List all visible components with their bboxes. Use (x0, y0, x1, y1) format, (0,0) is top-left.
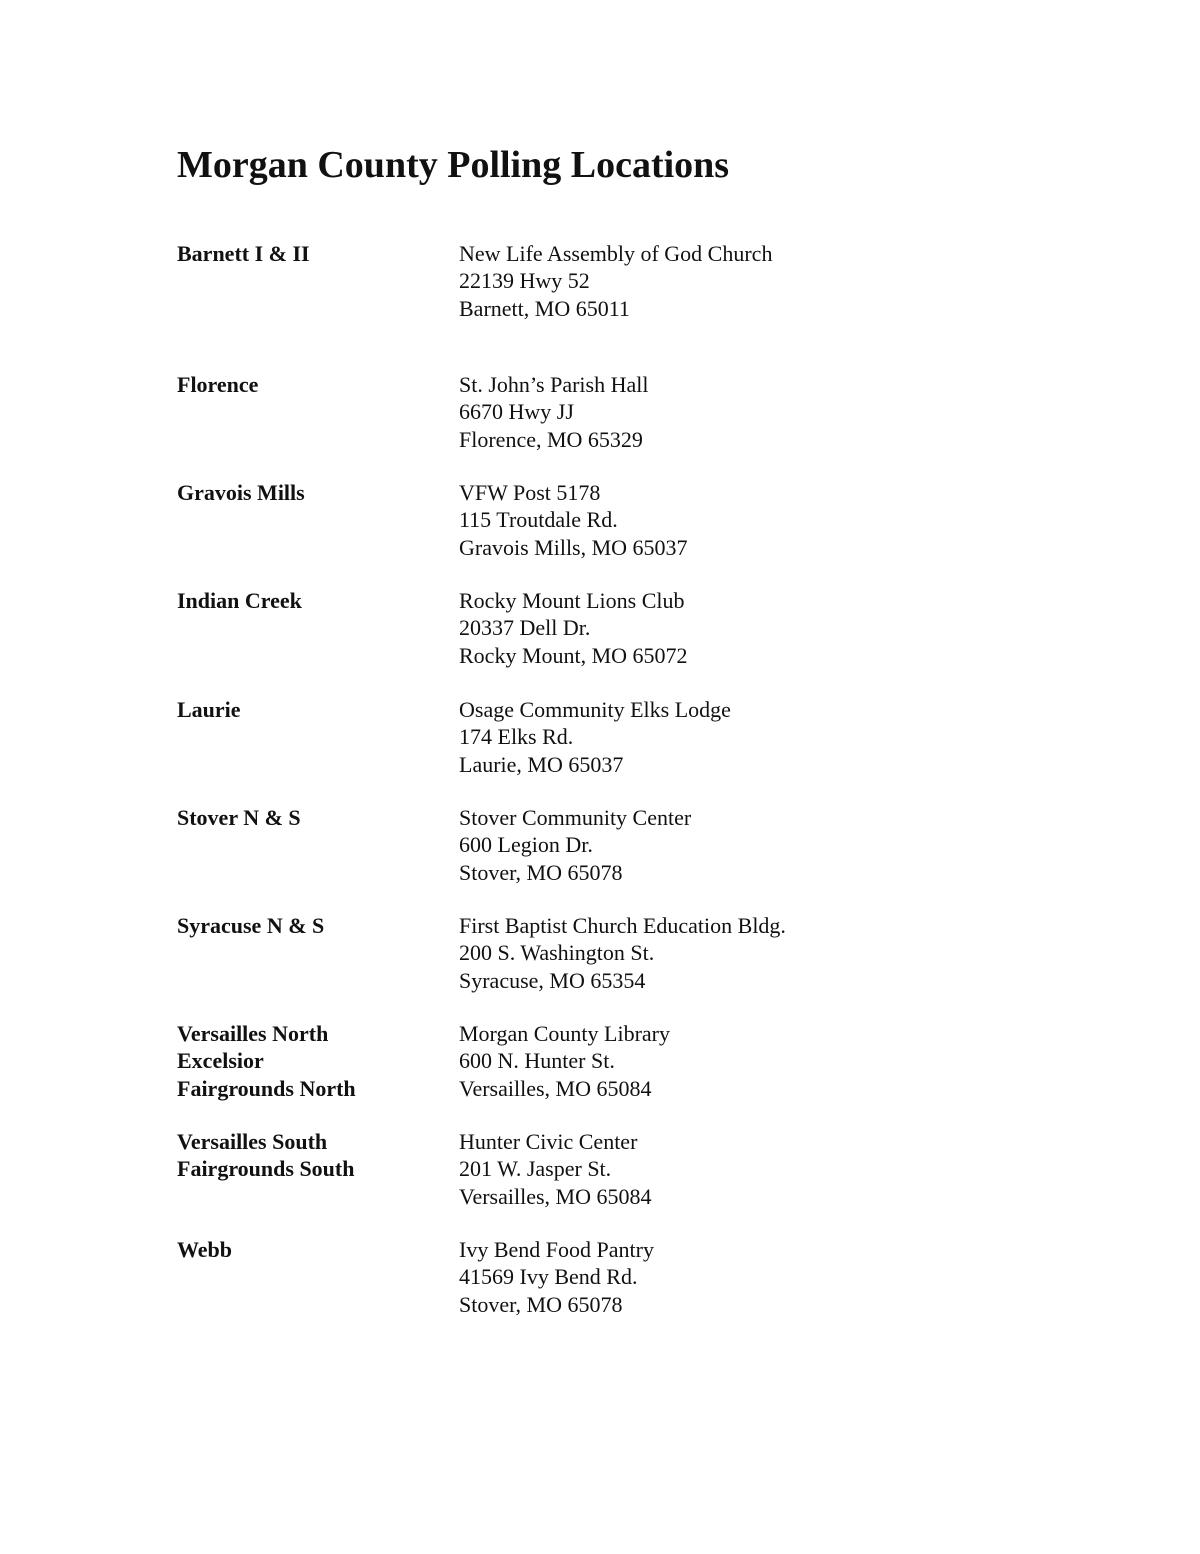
location-name: First Baptist Church Education Bldg. (459, 913, 786, 938)
precinct-name: Versailles North (177, 1021, 329, 1046)
location-name: Hunter Civic Center (459, 1129, 638, 1154)
precinct-names (177, 1128, 447, 1183)
location-city: Syracuse, MO 65354 (459, 967, 646, 993)
location-city: Rocky Mount, MO 65072 (459, 642, 688, 668)
location-name: New Life Assembly of God Church (459, 241, 773, 266)
location-city: Florence, MO 65329 (459, 426, 643, 452)
location-street: 22139 Hwy 52 (459, 268, 590, 294)
precinct-name: Florence (177, 372, 259, 397)
polling-location-address (459, 587, 929, 669)
location-name: VFW Post 5178 (459, 480, 601, 505)
location-name: Stover Community Center (459, 805, 692, 830)
precinct-name: Gravois Mills (177, 480, 305, 505)
polling-location-address (459, 1236, 929, 1318)
location-street: 200 S. Washington St. (459, 940, 655, 966)
location-city: Versailles, MO 65084 (459, 1075, 652, 1101)
precinct-names (177, 371, 447, 398)
location-street: 174 Elks Rd. (459, 724, 574, 750)
polling-location-address (459, 804, 929, 886)
location-city: Versailles, MO 65084 (459, 1183, 652, 1209)
precinct-name: Fairgrounds South (177, 1156, 355, 1182)
precinct-name: Webb (177, 1237, 233, 1262)
location-name: Osage Community Elks Lodge (459, 697, 731, 722)
location-name: Rocky Mount Lions Club (459, 588, 685, 613)
precinct-names (177, 1020, 447, 1102)
precinct-name: Versailles South (177, 1129, 328, 1154)
precinct-name: Excelsior (177, 1048, 264, 1074)
page-title: Morgan County Polling Locations (177, 144, 730, 186)
precinct-names (177, 1236, 447, 1263)
location-street: 6670 Hwy JJ (459, 399, 574, 425)
location-street: 201 W. Jasper St. (459, 1156, 612, 1182)
location-city: Stover, MO 65078 (459, 859, 623, 885)
precinct-names (177, 696, 447, 723)
precinct-names (177, 804, 447, 831)
location-street: 600 Legion Dr. (459, 832, 593, 858)
precinct-name: Fairgrounds North (177, 1075, 356, 1101)
polling-location-address (459, 1020, 929, 1102)
precinct-names (177, 240, 447, 267)
polling-location-address (459, 912, 929, 994)
polling-location-address (459, 240, 929, 322)
precinct-names (177, 479, 447, 506)
location-street: 41569 Ivy Bend Rd. (459, 1264, 638, 1290)
polling-location-address (459, 1128, 929, 1210)
polling-location-address (459, 696, 929, 778)
polling-location-address (459, 371, 929, 453)
precinct-name: Indian Creek (177, 588, 302, 613)
location-city: Barnett, MO 65011 (459, 295, 630, 321)
location-city: Gravois Mills, MO 65037 (459, 534, 688, 560)
precinct-name: Stover N & S (177, 805, 301, 830)
precinct-name: Barnett I & II (177, 241, 310, 266)
location-name: St. John’s Parish Hall (459, 372, 649, 397)
location-name: Morgan County Library (459, 1021, 671, 1046)
precinct-names (177, 912, 447, 939)
location-name: Ivy Bend Food Pantry (459, 1237, 654, 1262)
location-street: 600 N. Hunter St. (459, 1048, 615, 1074)
location-city: Laurie, MO 65037 (459, 751, 624, 777)
location-street: 115 Troutdale Rd. (459, 507, 618, 533)
location-city: Stover, MO 65078 (459, 1291, 623, 1317)
precinct-names (177, 587, 447, 614)
location-street: 20337 Dell Dr. (459, 615, 591, 641)
precinct-name: Syracuse N & S (177, 913, 325, 938)
precinct-name: Laurie (177, 697, 241, 722)
polling-location-address (459, 479, 929, 561)
